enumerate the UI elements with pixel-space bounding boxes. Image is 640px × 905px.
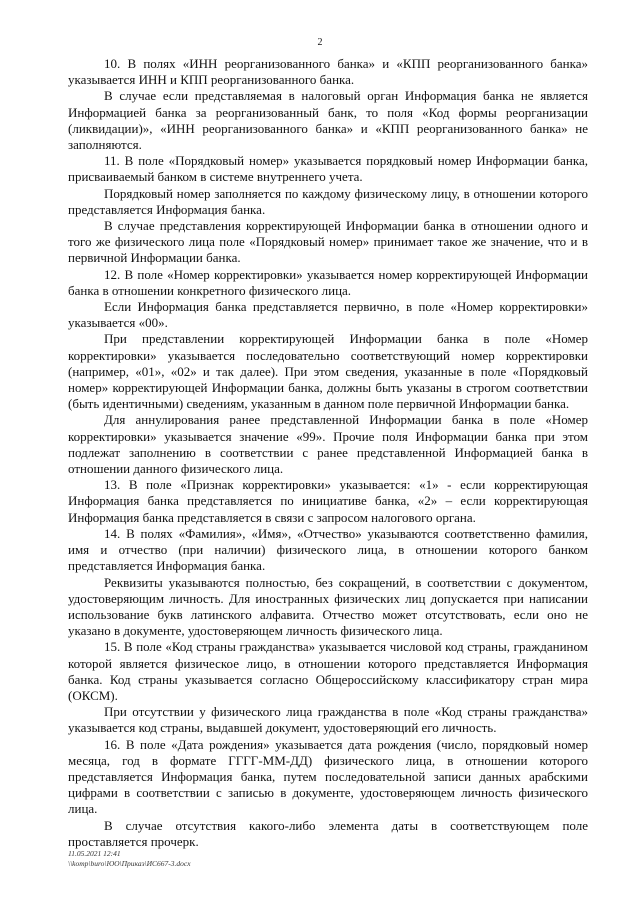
paragraph: В случае представления корректирующей Информации банка в отношении одного и того же физического лица поле «Порядковый номер» принимает такое же значение, что и в первичной Информации банка. bbox=[68, 218, 588, 266]
paragraph: 15. В поле «Код страны гражданства» указывается числовой код страны, гражданином которой является физическое лицо, в отношении которого представляется Информация банка. Код страны указывается согласно Общероссийскому классификатору стран мира (ОКСМ). bbox=[68, 639, 588, 703]
document-footer bbox=[68, 849, 191, 869]
paragraph: Для аннулирования ранее представленной Информации банка в поле «Номер корректировки» указывается значение «99». Прочие поля Информации банка при этом подлежат заполнению в соответствии с ранее представленной Информацией банка в отношении данного физического лица. bbox=[68, 412, 588, 477]
paragraph: В случае отсутствия какого-либо элемента даты в соответствующем поле проставляется прочерк. bbox=[68, 817, 588, 849]
paragraph: Порядковый номер заполняется по каждому физическому лицу, в отношении которого представляется Информация банка. bbox=[68, 185, 588, 217]
paragraph: 14. В полях «Фамилия», «Имя», «Отчество» указываются соответственно фамилия, имя и отчество (при наличии) физического лица, в отношении которого банком представляется Информация банка. bbox=[68, 525, 588, 574]
paragraph: При отсутствии у физического лица гражданства в поле «Код страны гражданства» указывается код страны, выдавшей документ, удостоверяющий его личность. bbox=[68, 704, 588, 736]
footer-date: 11.05.2021 12:41 bbox=[68, 849, 121, 858]
paragraph: 11. В поле «Порядковый номер» указывается порядковый номер Информации банка, присваиваемый банком в системе внутреннего учета. bbox=[68, 153, 588, 185]
page-number: 2 bbox=[317, 37, 323, 48]
paragraph: Если Информация банка представляется первично, в поле «Номер корректировки» указывается «00». bbox=[68, 299, 588, 331]
paragraph: При представлении корректирующей Информации банка в поле «Номер корректировки» указывается последовательно соответствующий номер корректировки (например, «01», «02» и так далее). При этом сведения, указанные в поле «Порядковый номер» корректирующей Информации банка, должны быть указаны в строгом соответствии (быть идентичными) сведениям, указанным в данном поле первичной Информации банка. bbox=[68, 331, 588, 412]
paragraph: 13. В поле «Признак корректировки» указывается: «1» - если корректирующая Информация банка представляется по инициативе банка, «2» – если корректирующая Информация банка представляется в связи с запросом налогового органа. bbox=[68, 477, 588, 525]
paragraph: 16. В поле «Дата рождения» указывается дата рождения (число, порядковый номер месяца, год в формате ГГГГ-ММ-ДД) физического лица, в отношении которого представляется Информация банка, путем последовательной записи данных арабскими цифрами в соответствии с записью в документе, удостоверяющем личность физического лица. bbox=[68, 736, 588, 817]
paragraph: Реквизиты указываются полностью, без сокращений, в соответствии с документом, удостоверяющим личность. Для иностранных физических лиц допускается при написании использование букв латинского алфавита. Отчество может отсутствовать, если оно не указано в документе, удостоверяющем личность физического лица. bbox=[68, 574, 588, 639]
footer-file-path: \\komp\buro\ЮО\Приказ\ИС667-3.docx bbox=[68, 859, 191, 868]
document-body bbox=[68, 56, 588, 850]
paragraph: 10. В полях «ИНН реорганизованного банка» и «КПП реорганизованного банка» указывается ИНН и КПП реорганизованного банка. bbox=[68, 56, 588, 88]
paragraph: 12. В поле «Номер корректировки» указывается номер корректирующей Информации банка в отношении конкретного физического лица. bbox=[68, 266, 588, 298]
paragraph: В случае если представляемая в налоговый орган Информация банка не является Информацией банка за реорганизованный банк, то поля «Код формы реорганизации (ликвидации)», «ИНН реорганизованного банка» и «КПП реорганизованного банка» не заполняются. bbox=[68, 88, 588, 153]
